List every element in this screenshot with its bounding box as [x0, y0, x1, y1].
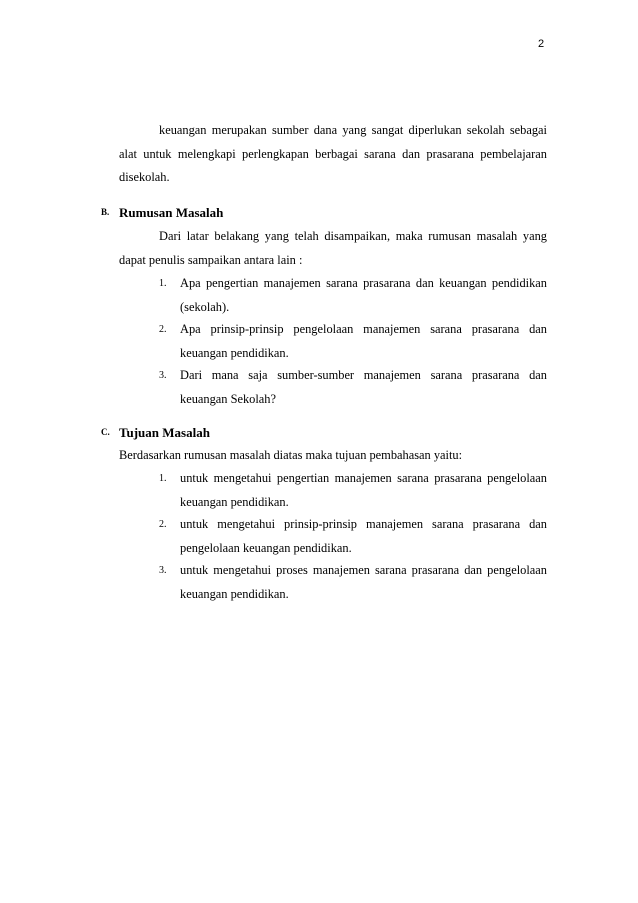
list-item-text: [180, 513, 547, 560]
list-item-text: [180, 559, 547, 606]
list-item-line-1: Apa pengertian manajemen sarana prasarana dan keuangan pendidikan: [180, 276, 547, 290]
list-item-number: 1.: [159, 278, 167, 289]
list-item-number: 1.: [159, 473, 167, 484]
list-item-line-2: keuangan pendidikan.: [180, 494, 289, 509]
intro-line-2: alat untuk melengkapi perlengkapan berbagai sarana dan prasarana pembelajaran: [119, 146, 547, 161]
list-item-line-1: untuk mengetahui prinsip-prinsip manajemen sarana prasarana dan: [180, 517, 547, 531]
list-item-line-2: (sekolah).: [180, 299, 230, 314]
list-item-number: 2.: [159, 324, 167, 335]
intro-line-1: keuangan merupakan sumber dana yang sangat diperlukan sekolah sebagai: [159, 123, 547, 137]
list-item-line-1: Dari mana saja sumber-sumber manajemen sarana prasarana dan: [180, 368, 547, 382]
list-item-line-1: untuk mengetahui proses manajemen sarana prasarana dan pengelolaan: [180, 563, 547, 577]
page-number: 2: [538, 38, 545, 50]
section-c-letter: C.: [101, 427, 110, 437]
section-b-para-line-1: Dari latar belakang yang telah disampaikan, maka rumusan masalah yang: [159, 229, 547, 243]
list-item-text: [180, 467, 547, 514]
list-item-text: [180, 318, 547, 365]
list-item-line-1: Apa prinsip-prinsip pengelolaan manajemen sarana prasarana dan: [180, 322, 547, 336]
list-item-line-1: untuk mengetahui pengertian manajemen sarana prasarana pengelolaan: [180, 471, 547, 485]
section-c-para-line-1: Berdasarkan rumusan masalah diatas maka tujuan pembahasan yaitu:: [119, 448, 463, 462]
list-item-text: [180, 272, 547, 319]
list-item-line-2: keuangan Sekolah?: [180, 391, 276, 406]
list-item-number: 3.: [159, 565, 167, 576]
section-b-paragraph: [119, 225, 547, 272]
intro-paragraph: [119, 119, 547, 190]
intro-line-3: disekolah.: [119, 170, 170, 184]
list-item-text: [180, 364, 547, 411]
list-item-line-2: keuangan pendidikan.: [180, 586, 289, 601]
section-c-title: Tujuan Masalah: [119, 425, 210, 440]
section-b-para-line-2: dapat penulis sampaikan antara lain :: [119, 252, 303, 267]
section-b-title: Rumusan Masalah: [119, 205, 224, 220]
list-item-line-2: pengelolaan keuangan pendidikan.: [180, 540, 352, 555]
section-c-paragraph: [119, 444, 547, 468]
section-b-letter: B.: [101, 207, 110, 217]
list-item-number: 3.: [159, 370, 167, 381]
list-item-line-2: keuangan pendidikan.: [180, 345, 289, 360]
list-item-number: 2.: [159, 519, 167, 530]
